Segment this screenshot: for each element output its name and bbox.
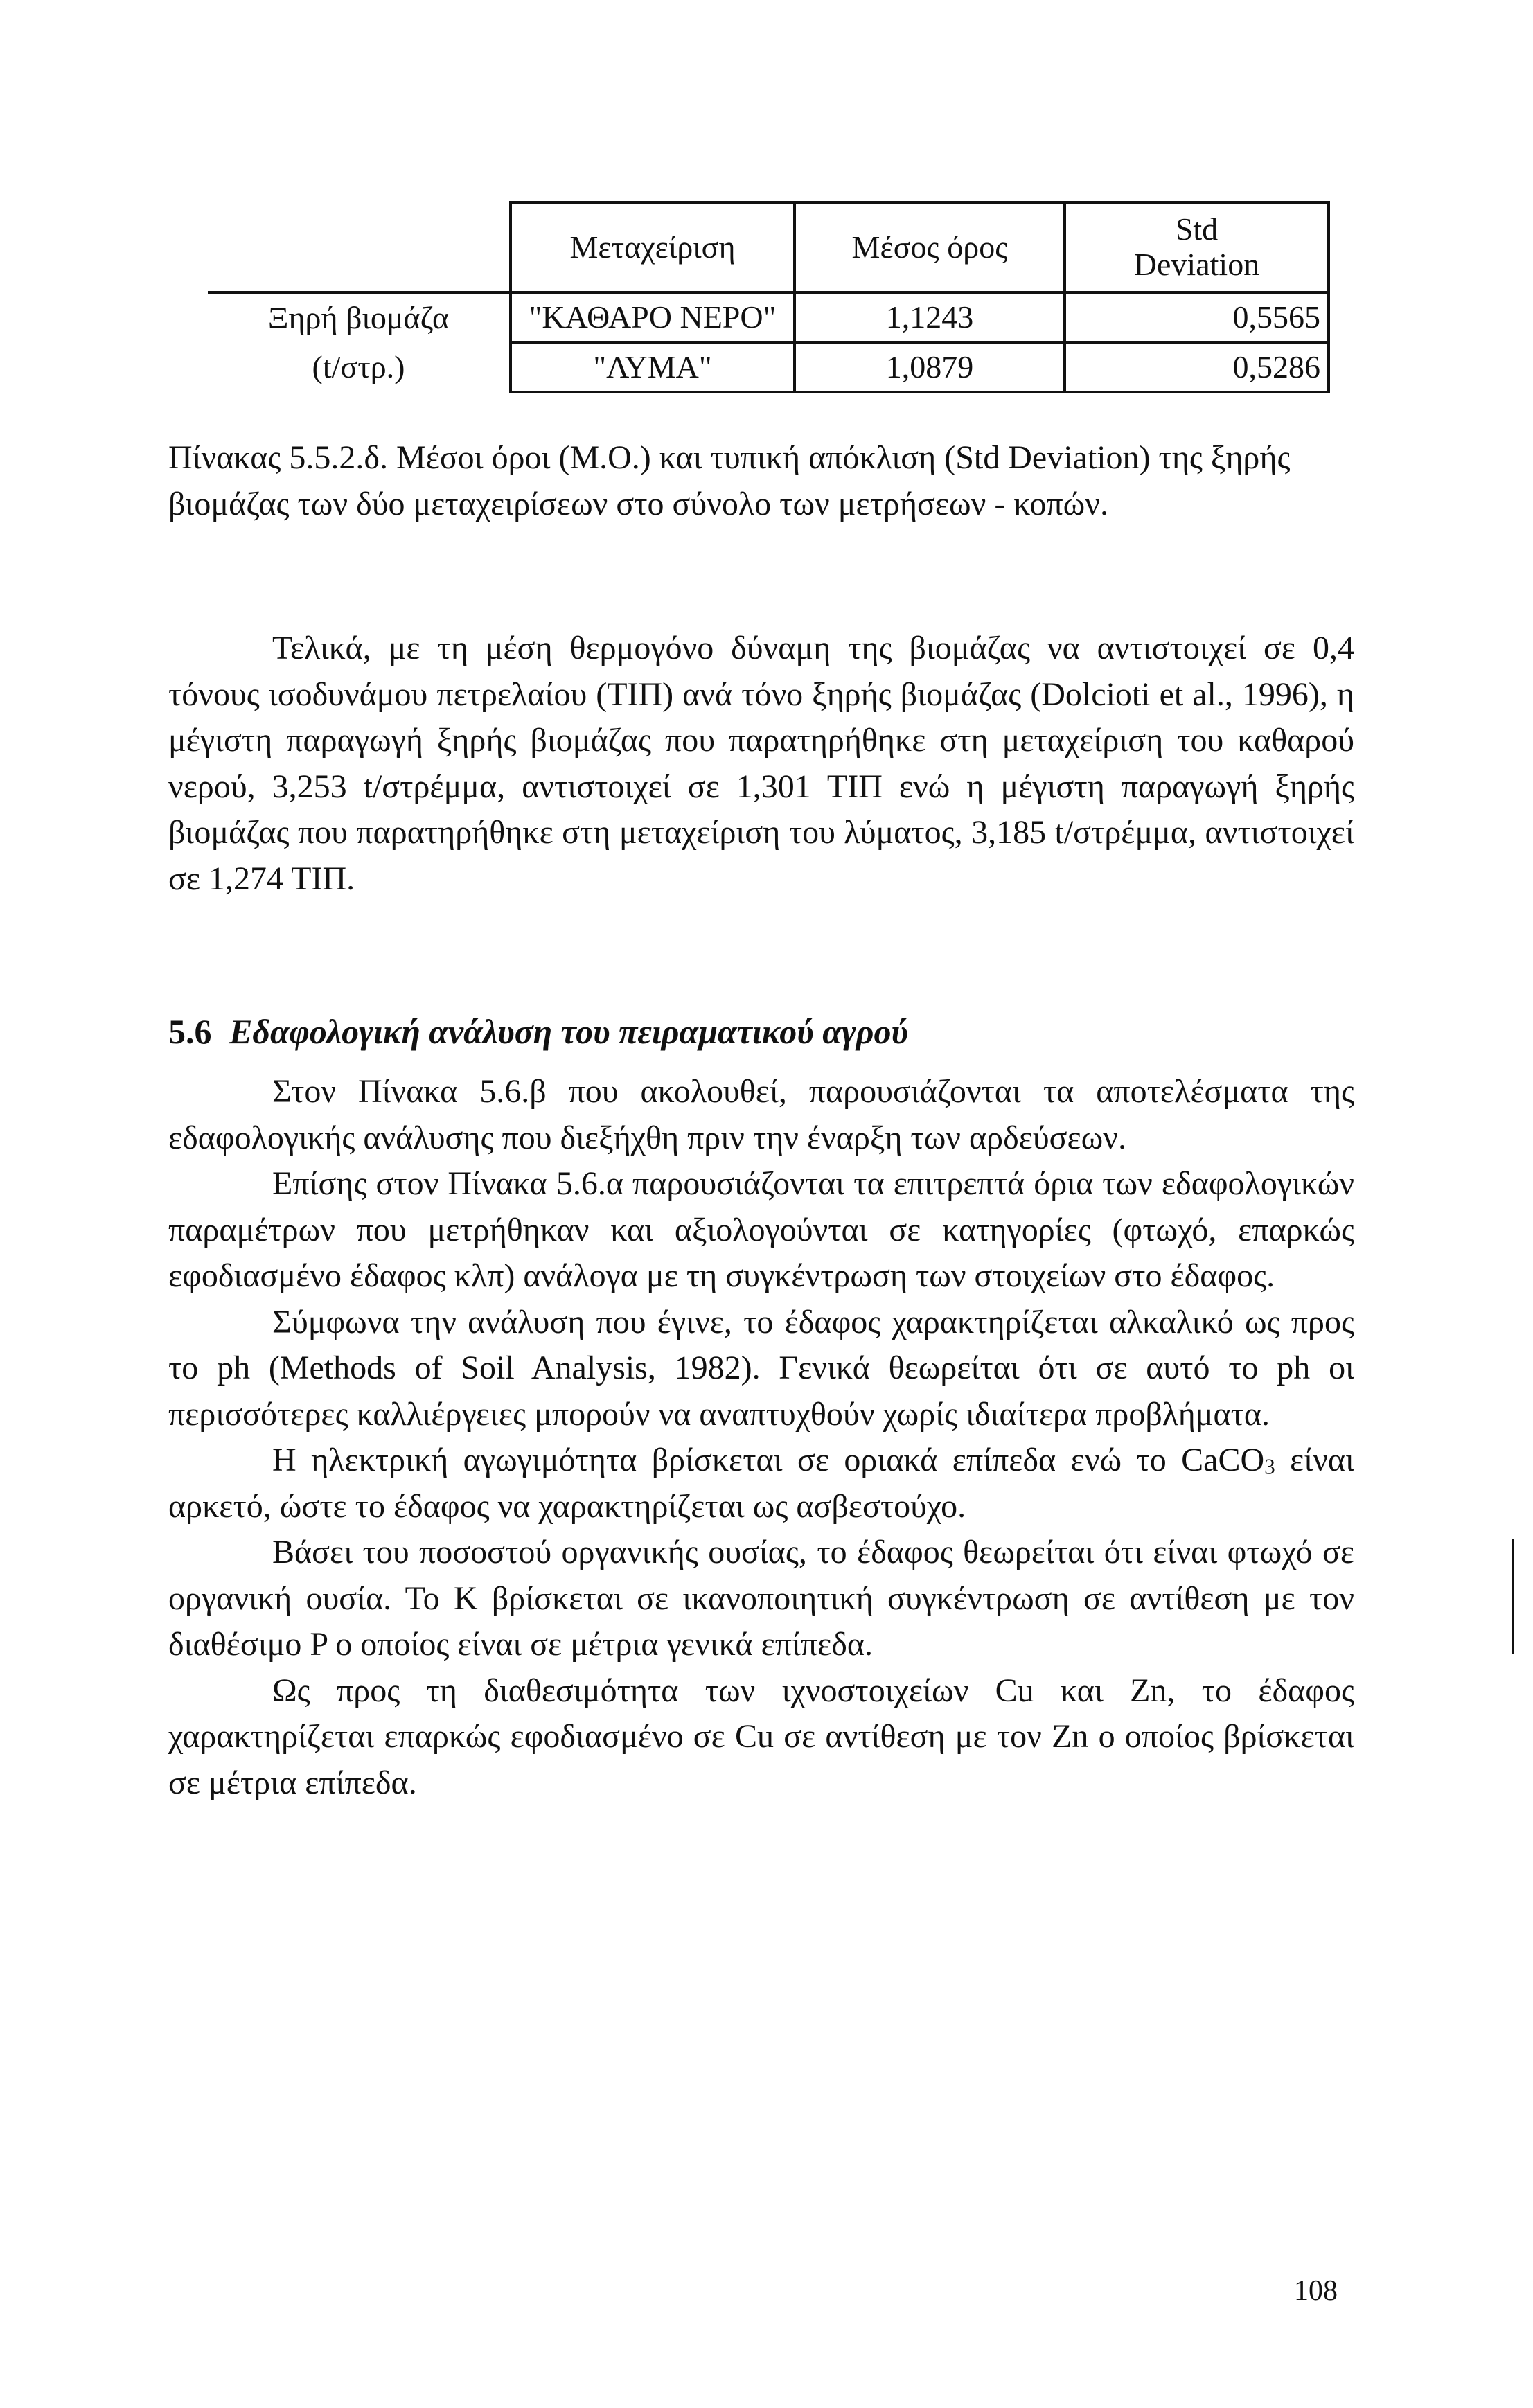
table-row [208,342,1329,392]
biomass-stats-table [208,201,1330,393]
body-paragraph: Βάσει του ποσοστού οργανικής ουσίας, το έδαφος θεωρείται ότι είναι φτωχό σε οργανική ουσία. Το K βρίσκεται σε ικανοποιητική συγκέντρωση σε αντίθεση με τον διαθέσιμο P ο οποίος είναι σε μέτρια γενικά επίπεδα. [168,1534,1354,1663]
row-mean: 1,1243 [795,292,1065,342]
paragraph-energy-equivalent: Τελικά, με τη μέση θερμογόνο δύναμη της βιομάζας να αντιστοιχεί σε 0,4 τόνους ισοδυνάμου πετρελαίου (ΤΙΠ) ανά τόνο ξηρής βιομάζας (Dolcioti et al., 1996), η μέγιστη παραγωγή ξηρής βιομάζας που παρατηρήθηκε στη μεταχείριση του καθαρού νερού, 3,253 t/στρέμμα, αντιστοιχεί σε 1,301 ΤΙΠ ενώ η μέγιστη παραγωγή ξηρής βιομάζας που παρατηρήθηκε στη μεταχείριση του λύματος, 3,185 t/στρέμμα, αντιστοιχεί σε 1,274 ΤΙΠ. [168,630,1354,897]
row-std: 0,5286 [1065,342,1329,392]
body-paragraph: Σύμφωνα την ανάλυση που έγινε, το έδαφος χαρακτηρίζεται αλκαλικό ως προς το ph (Methods of Soil Analysis, 1982). Γενικά θεωρείται ότι σε αυτό το ph οι περισσότερες καλλιέργειες μπορούν να αναπτυχθούν χωρίς ιδιαίτερα προβλήματα. [168,1303,1354,1433]
body-paragraph: Στον Πίνακα 5.6.β που ακολουθεί, παρουσιάζονται τα αποτελέσματα της εδαφολογικής ανάλυσης που διεξήχθη πριν την έναρξη των αρδεύσεων. [168,1073,1354,1156]
table-caption: Πίνακας 5.5.2.δ. Μέσοι όροι (Μ.Ο.) και τυπική απόκλιση (Std Deviation) της ξηρής βιομάζας των δύο μεταχειρίσεων στο σύνολο των μετρήσεων - κοπών. [168,439,1291,522]
body-text: Η ηλεκτρική αγωγιμότητα βρίσκεται σε οριακά επίπεδα ενώ το CaCO [272,1442,1265,1478]
table-header-row [208,202,1329,292]
section-body [168,1069,1354,1806]
header-std-line2: Deviation [1133,247,1260,282]
subscript: 3 [1264,1454,1275,1479]
page-number: 108 [1294,2275,1338,2307]
header-mean: Μέσος όρος [795,202,1065,292]
body-paragraph [168,1437,1354,1530]
section-heading [168,1011,908,1052]
margin-mark [1512,1539,1514,1654]
body-text: είναι αρκετό, ώστε το έδαφος να χαρακτηρίζεται ως ασβεστούχο. [168,1442,1354,1525]
table-corner-cell [208,202,511,292]
group-label-line1: Ξηρή βιομάζα [208,292,511,342]
section-title: Εδαφολογική ανάλυση του πειραματικού αγρού [229,1012,908,1051]
row-treatment: "ΚΑΘΑΡΟ ΝΕΡΟ" [511,292,795,342]
row-treatment: "ΛΥΜΑ" [511,342,795,392]
row-mean: 1,0879 [795,342,1065,392]
body-paragraph: Ως προς τη διαθεσιμότητα των ιχνοστοιχείων Cu και Zn, το έδαφος χαρακτηρίζεται επαρκώς εφοδιασμένο σε Cu σε αντίθεση με τον Zn ο οποίος βρίσκεται σε μέτρια επίπεδα. [168,1672,1354,1801]
header-std-line1: Std [1175,211,1219,247]
body-paragraph: Επίσης στον Πίνακα 5.6.α παρουσιάζονται τα επιτρεπτά όρια των εδαφολογικών παραμέτρων που μετρήθηκαν και αξιολογούνται σε κατηγορίες (φτωχό, επαρκώς εφοδιασμένο έδαφος κλπ) ανάλογα με τη συγκέντρωση των στοιχείων στο έδαφος. [168,1165,1354,1294]
section-number: 5.6 [168,1012,212,1051]
table-row [208,292,1329,342]
row-std: 0,5565 [1065,292,1329,342]
group-label-line2: (t/στρ.) [208,342,511,392]
header-treatment: Μεταχείριση [511,202,795,292]
header-std-deviation [1065,202,1329,292]
